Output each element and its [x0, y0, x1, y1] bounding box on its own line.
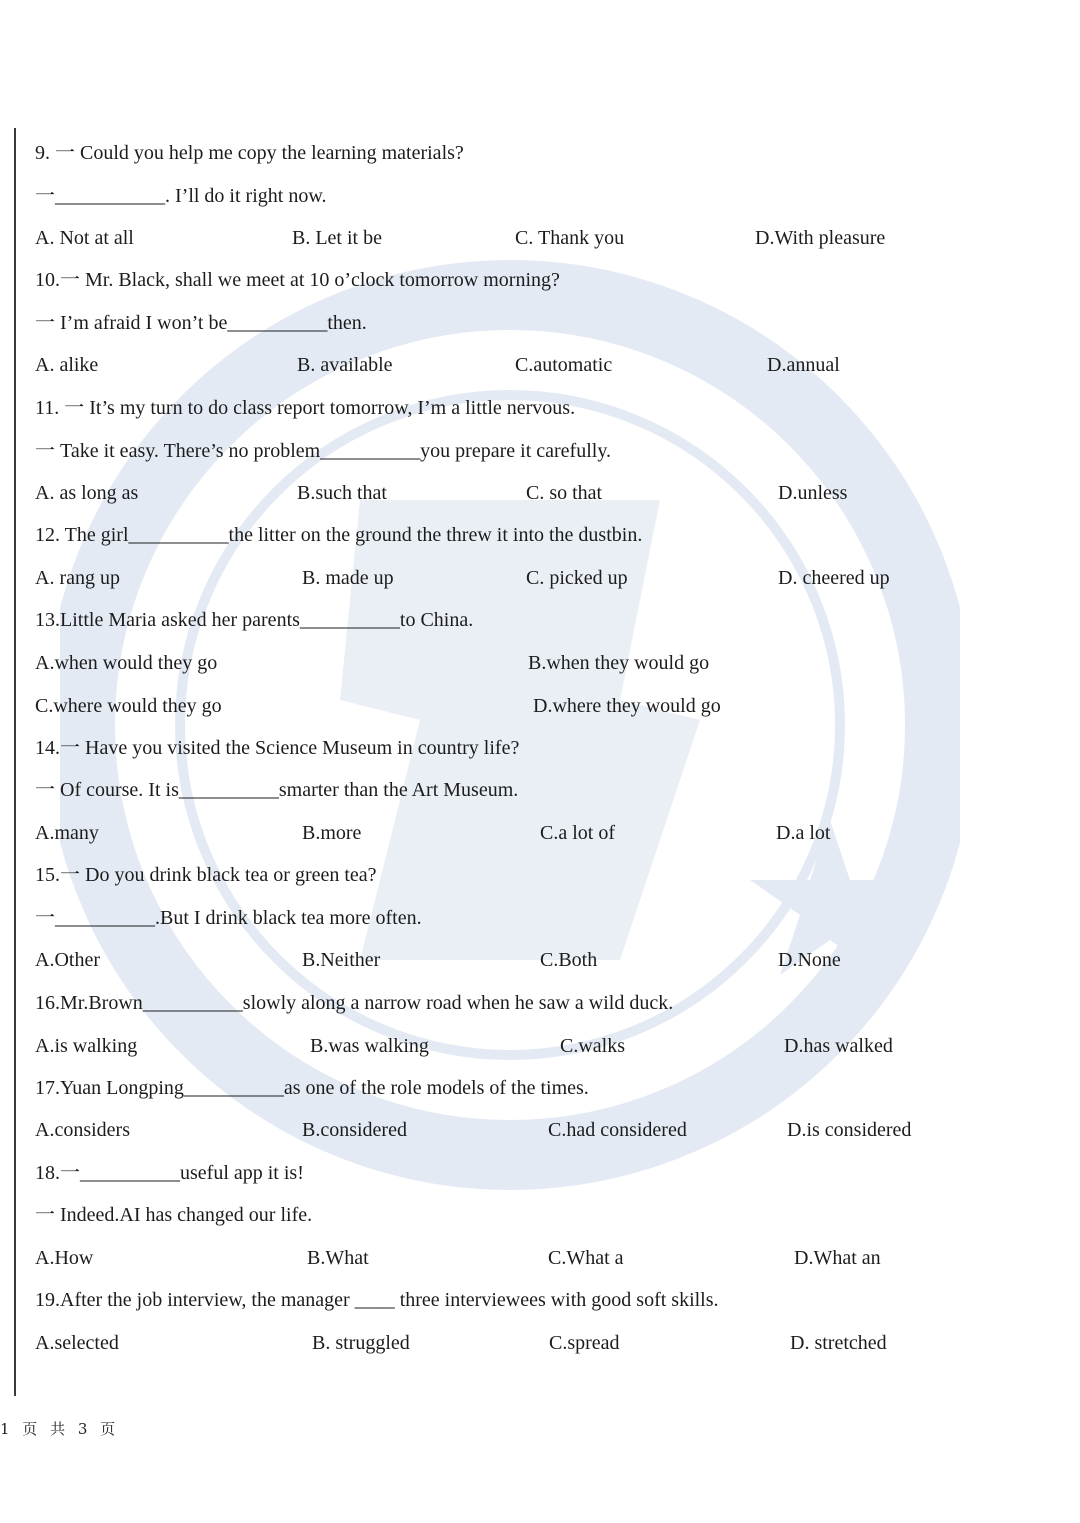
answer-option: A. rang up	[35, 567, 120, 589]
answer-option: B. Let it be	[292, 227, 382, 249]
answer-option: B.more	[302, 822, 362, 844]
question-stem: 12. The girl__________the litter on the ground the threw it into the dustbin.	[35, 524, 643, 546]
answer-option: A.is walking	[35, 1035, 138, 1057]
question-stem: 14.一 Have you visited the Science Museum in country life?	[35, 737, 520, 759]
answer-option: C.automatic	[515, 354, 613, 376]
answer-option: D.where they would go	[533, 695, 721, 717]
answer-option: D.unless	[778, 482, 848, 504]
page-footer: 1 页 共 3 页	[0, 1420, 120, 1438]
question-stem: 13.Little Maria asked her parents__________to China.	[35, 609, 474, 631]
question-stem: 11. 一 It’s my turn to do class report tomorrow, I’m a little nervous.	[35, 397, 576, 419]
answer-option: D.annual	[767, 354, 840, 376]
answer-option: C.Both	[540, 949, 598, 971]
answer-option: A.selected	[35, 1332, 119, 1354]
answer-option: A.considers	[35, 1119, 130, 1141]
question-response-line: 一___________. I’ll do it right now.	[35, 185, 327, 207]
answer-option: D. stretched	[790, 1332, 887, 1354]
answer-option: B.such that	[297, 482, 387, 504]
answer-option: C.had considered	[548, 1119, 687, 1141]
answer-option: B.when they would go	[528, 652, 710, 674]
question-stem: 16.Mr.Brown__________slowly along a narrow road when he saw a wild duck.	[35, 992, 674, 1014]
answer-option: D.a lot	[776, 822, 831, 844]
answer-option: A.when would they go	[35, 652, 218, 674]
answer-option: D.is considered	[787, 1119, 912, 1141]
answer-option: A. as long as	[35, 482, 139, 504]
question-response-line: 一 Indeed.AI has changed our life.	[35, 1204, 313, 1226]
question-response-line: 一 Of course. It is__________smarter than the Art Museum.	[35, 779, 519, 801]
answer-option: A.How	[35, 1247, 94, 1269]
answer-option: C.a lot of	[540, 822, 615, 844]
answer-option: C. Thank you	[515, 227, 625, 249]
answer-option: D.What an	[794, 1247, 881, 1269]
answer-option: D. cheered up	[778, 567, 890, 589]
answer-option: A. Not at all	[35, 227, 134, 249]
answer-option: D.has walked	[784, 1035, 893, 1057]
answer-option: C.walks	[560, 1035, 625, 1057]
answer-option: C.What a	[548, 1247, 624, 1269]
answer-option: A. alike	[35, 354, 99, 376]
question-response-line: 一__________.But I drink black tea more often.	[35, 907, 422, 929]
question-stem: 15.一 Do you drink black tea or green tea?	[35, 864, 377, 886]
answer-option: B.was walking	[310, 1035, 429, 1057]
answer-option: C.spread	[549, 1332, 620, 1354]
question-stem: 10.一 Mr. Black, shall we meet at 10 o’clock tomorrow morning?	[35, 269, 560, 291]
answer-option: B. made up	[302, 567, 394, 589]
question-response-line: 一 Take it easy. There’s no problem__________you prepare it carefully.	[35, 440, 612, 462]
answer-option: A.many	[35, 822, 99, 844]
answer-option: C. so that	[526, 482, 603, 504]
answer-option: B. struggled	[312, 1332, 410, 1354]
answer-option: B.What	[307, 1247, 369, 1269]
answer-option: A.Other	[35, 949, 100, 971]
question-stem: 18.一__________useful app it is!	[35, 1162, 304, 1184]
question-stem: 9. 一 Could you help me copy the learning materials?	[35, 142, 464, 164]
answer-option: B. available	[297, 354, 393, 376]
answer-option: C.where would they go	[35, 695, 222, 717]
question-response-line: 一 I’m afraid I won’t be__________then.	[35, 312, 367, 334]
answer-option: C. picked up	[526, 567, 628, 589]
answer-option: D.With pleasure	[755, 227, 886, 249]
question-stem: 19.After the job interview, the manager ____ three interviewees with good soft skills.	[35, 1289, 719, 1311]
question-stem: 17.Yuan Longping__________as one of the role models of the times.	[35, 1077, 589, 1099]
answer-option: B.considered	[302, 1119, 407, 1141]
answer-option: B.Neither	[302, 949, 381, 971]
answer-option: D.None	[778, 949, 841, 971]
